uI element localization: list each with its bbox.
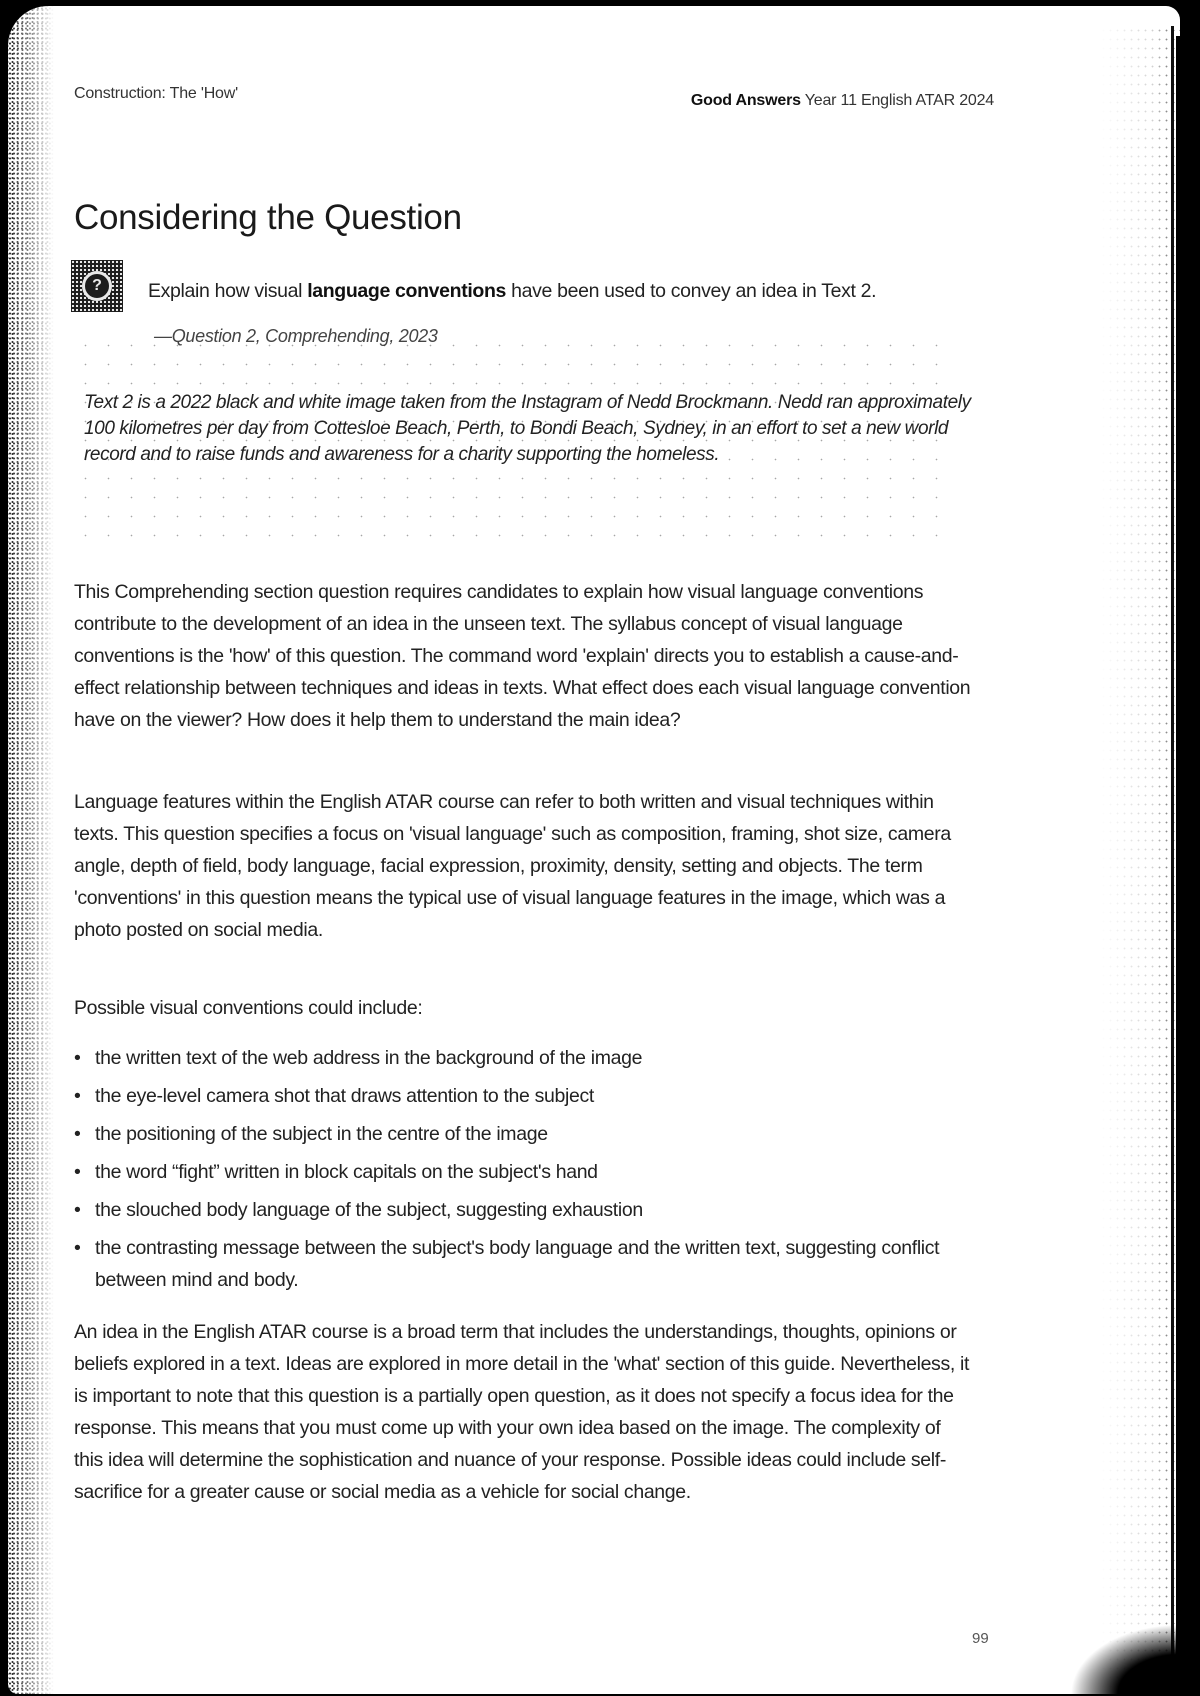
page-edge-line — [1171, 26, 1174, 1694]
question-text-start: Explain how visual — [148, 280, 308, 302]
running-head-section: Construction: The 'How' — [74, 85, 238, 102]
publication-brand: Good Answers — [690, 92, 801, 109]
list-item: • the positioning of the subject in the centre of the image — [74, 1118, 974, 1150]
paragraph-list-intro: Possible visual conventions could include: — [74, 997, 423, 1019]
question-text-bold: language conventions — [307, 280, 507, 302]
scan-edge-right — [1100, 26, 1180, 1694]
page-title: Considering the Question — [74, 198, 462, 237]
list-item: • the contrasting message between the subject's body language and the written text, suggesting conflict between mind and body. — [74, 1232, 974, 1296]
paragraph-idea: An idea in the English ATAR course is a broad term that includes the understandings, thoughts, opinions or beliefs explored in a text. Ideas are explored in more detail in the 'what' section of this guide. Nevertheless, it is important to note that this question is a partially open question, as it does not specify a focus idea for the response. This means that you must come up with your own idea based on the image. The complexity of this idea will determine the sophistication and nuance of your response. Possible ideas could include self-sacrifice for a greater cause or social media as a vehicle for social change. — [74, 1321, 970, 1503]
visual-conventions-list — [74, 1042, 974, 1302]
question-mark-icon — [71, 260, 123, 312]
page-edge-shadow — [1176, 36, 1180, 1694]
list-item: • the written text of the web address in the background of the image — [74, 1042, 974, 1074]
paragraph-language-features: Language features within the English ATAR course can refer to both written and visual techniques within texts. This question specifies a focus on 'visual language' such as composition, framing, shot size, camera angle, depth of field, body language, facial expression, proximity, density, setting and objects. The term 'conventions' in this question means the typical use of visual language features in the image, which was a photo posted on social media. — [74, 791, 951, 941]
text-context-note: Text 2 is a 2022 black and white image taken from the Instagram of Nedd Brockmann. Nedd ran approximately 100 kilometres per day from Cottesloe Beach, Perth, to Bondi Beach, Sydney, in an effort to set a new world record and to raise funds and awareness for a charity supporting the homeless. — [84, 392, 971, 465]
question-text-end: have been used to convey an idea in Text 2. — [506, 280, 877, 302]
scan-corner-shadow — [1070, 1624, 1180, 1694]
publication-title: Year 11 English ATAR 2024 — [804, 92, 994, 109]
paragraph-comprehending: This Comprehending section question requires candidates to explain how visual language conventions contribute to the development of an idea in the unseen text. The syllabus concept of visual language conventions is the 'how' of this question. The command word 'explain' directs you to establish a cause-and-effect relationship between techniques and ideas in texts. What effect does each visual language convention have on the viewer? How does it help them to understand the main idea? — [74, 581, 971, 731]
scan-edge-left — [8, 6, 54, 1694]
document-page — [8, 6, 1180, 1694]
question-source: —Question 2, Comprehending, 2023 — [154, 326, 438, 346]
list-item: • the eye-level camera shot that draws attention to the subject — [74, 1080, 974, 1112]
running-head-publication — [691, 92, 994, 110]
question-glyph: ? — [82, 271, 112, 301]
page-number: 99 — [972, 1630, 989, 1647]
list-item: • the word “fight” written in block capitals on the subject's hand — [74, 1156, 974, 1188]
exam-question — [148, 280, 876, 303]
list-item: • the slouched body language of the subject, suggesting exhaustion — [74, 1194, 974, 1226]
